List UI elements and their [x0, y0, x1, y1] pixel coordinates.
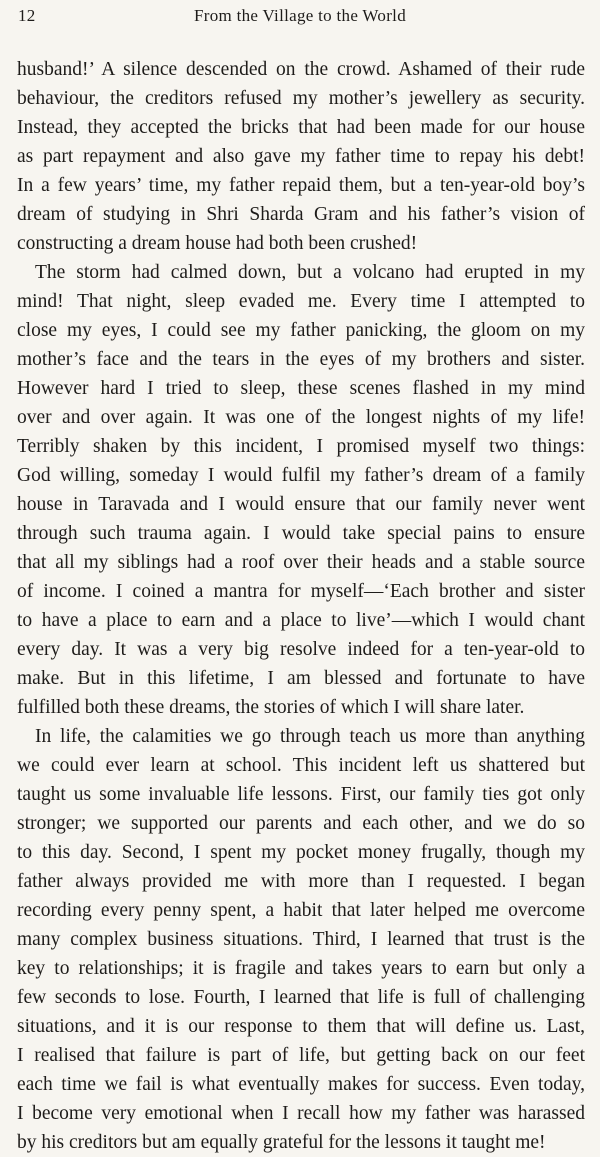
text-line: I realised that failure is part of life, but getting back on our feet	[17, 1045, 585, 1066]
body-text	[17, 55, 585, 1157]
text-line: through such trauma again. I would take special pains to ensure	[17, 523, 585, 544]
text-line: we could ever learn at school. This incident left us shattered but	[17, 755, 585, 776]
text-line: The storm had calmed down, but a volcano had erupted in my	[35, 262, 585, 283]
text-line: as part repayment and also gave my father time to repay his debt!	[17, 146, 585, 167]
text-line: each time we fail is what eventually makes for success. Even today,	[17, 1074, 585, 1095]
text-line: by his creditors but am equally grateful for the lessons it taught me!	[17, 1132, 546, 1153]
text-line: many complex business situations. Third, I learned that trust is the	[17, 929, 585, 950]
text-line: In life, the calamities we go through teach us more than anything	[35, 726, 585, 747]
text-line: taught us some invaluable life lessons. First, our family ties got only	[17, 784, 585, 805]
text-line: of income. I coined a mantra for myself—‘Each brother and sister	[17, 581, 585, 602]
text-line: situations, and it is our response to them that will define us. Last,	[17, 1016, 585, 1037]
text-line: fulfilled both these dreams, the stories of which I will share later.	[17, 697, 525, 718]
text-line: to have a place to earn and a place to live’—which I would chant	[17, 610, 585, 631]
text-line: that all my siblings had a roof over their heads and a stable source	[17, 552, 585, 573]
text-line: husband!’ A silence descended on the crowd. Ashamed of their rude	[17, 59, 585, 80]
text-line: key to relationships; it is fragile and takes years to earn but only a	[17, 958, 585, 979]
text-line: make. But in this lifetime, I am blessed and fortunate to have	[17, 668, 585, 689]
text-line: to this day. Second, I spent my pocket money frugally, though my	[17, 842, 585, 863]
text-line: recording every penny spent, a habit that later helped me overcome	[17, 900, 585, 921]
text-line: mother’s face and the tears in the eyes of my brothers and sister.	[17, 349, 585, 370]
text-line: behaviour, the creditors refused my mother’s jewellery as security.	[17, 88, 585, 109]
text-line: Instead, they accepted the bricks that had been made for our house	[17, 117, 585, 138]
text-line: mind! That night, sleep evaded me. Every time I attempted to	[17, 291, 585, 312]
text-line: father always provided me with more than I requested. I began	[17, 871, 585, 892]
text-line: constructing a dream house had both been crushed!	[17, 233, 418, 254]
text-line: over and over again. It was one of the longest nights of my life!	[17, 407, 585, 428]
running-head: From the Village to the World	[193, 6, 407, 25]
text-line: close my eyes, I could see my father panicking, the gloom on my	[17, 320, 585, 341]
text-line: God willing, someday I would fulfil my father’s dream of a family	[17, 465, 585, 486]
text-line: stronger; we supported our parents and each other, and we do so	[17, 813, 585, 834]
text-line: I become very emotional when I recall how my father was harassed	[17, 1103, 585, 1124]
text-line: However hard I tried to sleep, these scenes flashed in my mind	[17, 378, 585, 399]
text-line: house in Taravada and I would ensure that our family never went	[17, 494, 585, 515]
text-line: dream of studying in Shri Sharda Gram and his father’s vision of	[17, 204, 585, 225]
text-line: few seconds to lose. Fourth, I learned that life is full of challenging	[17, 987, 585, 1008]
text-line: every day. It was a very big resolve indeed for a ten-year-old to	[17, 639, 585, 660]
page-number: 12	[18, 6, 36, 25]
text-line: In a few years’ time, my father repaid them, but a ten-year-old boy’s	[17, 175, 585, 196]
text-line: Terribly shaken by this incident, I promised myself two things:	[17, 436, 585, 457]
